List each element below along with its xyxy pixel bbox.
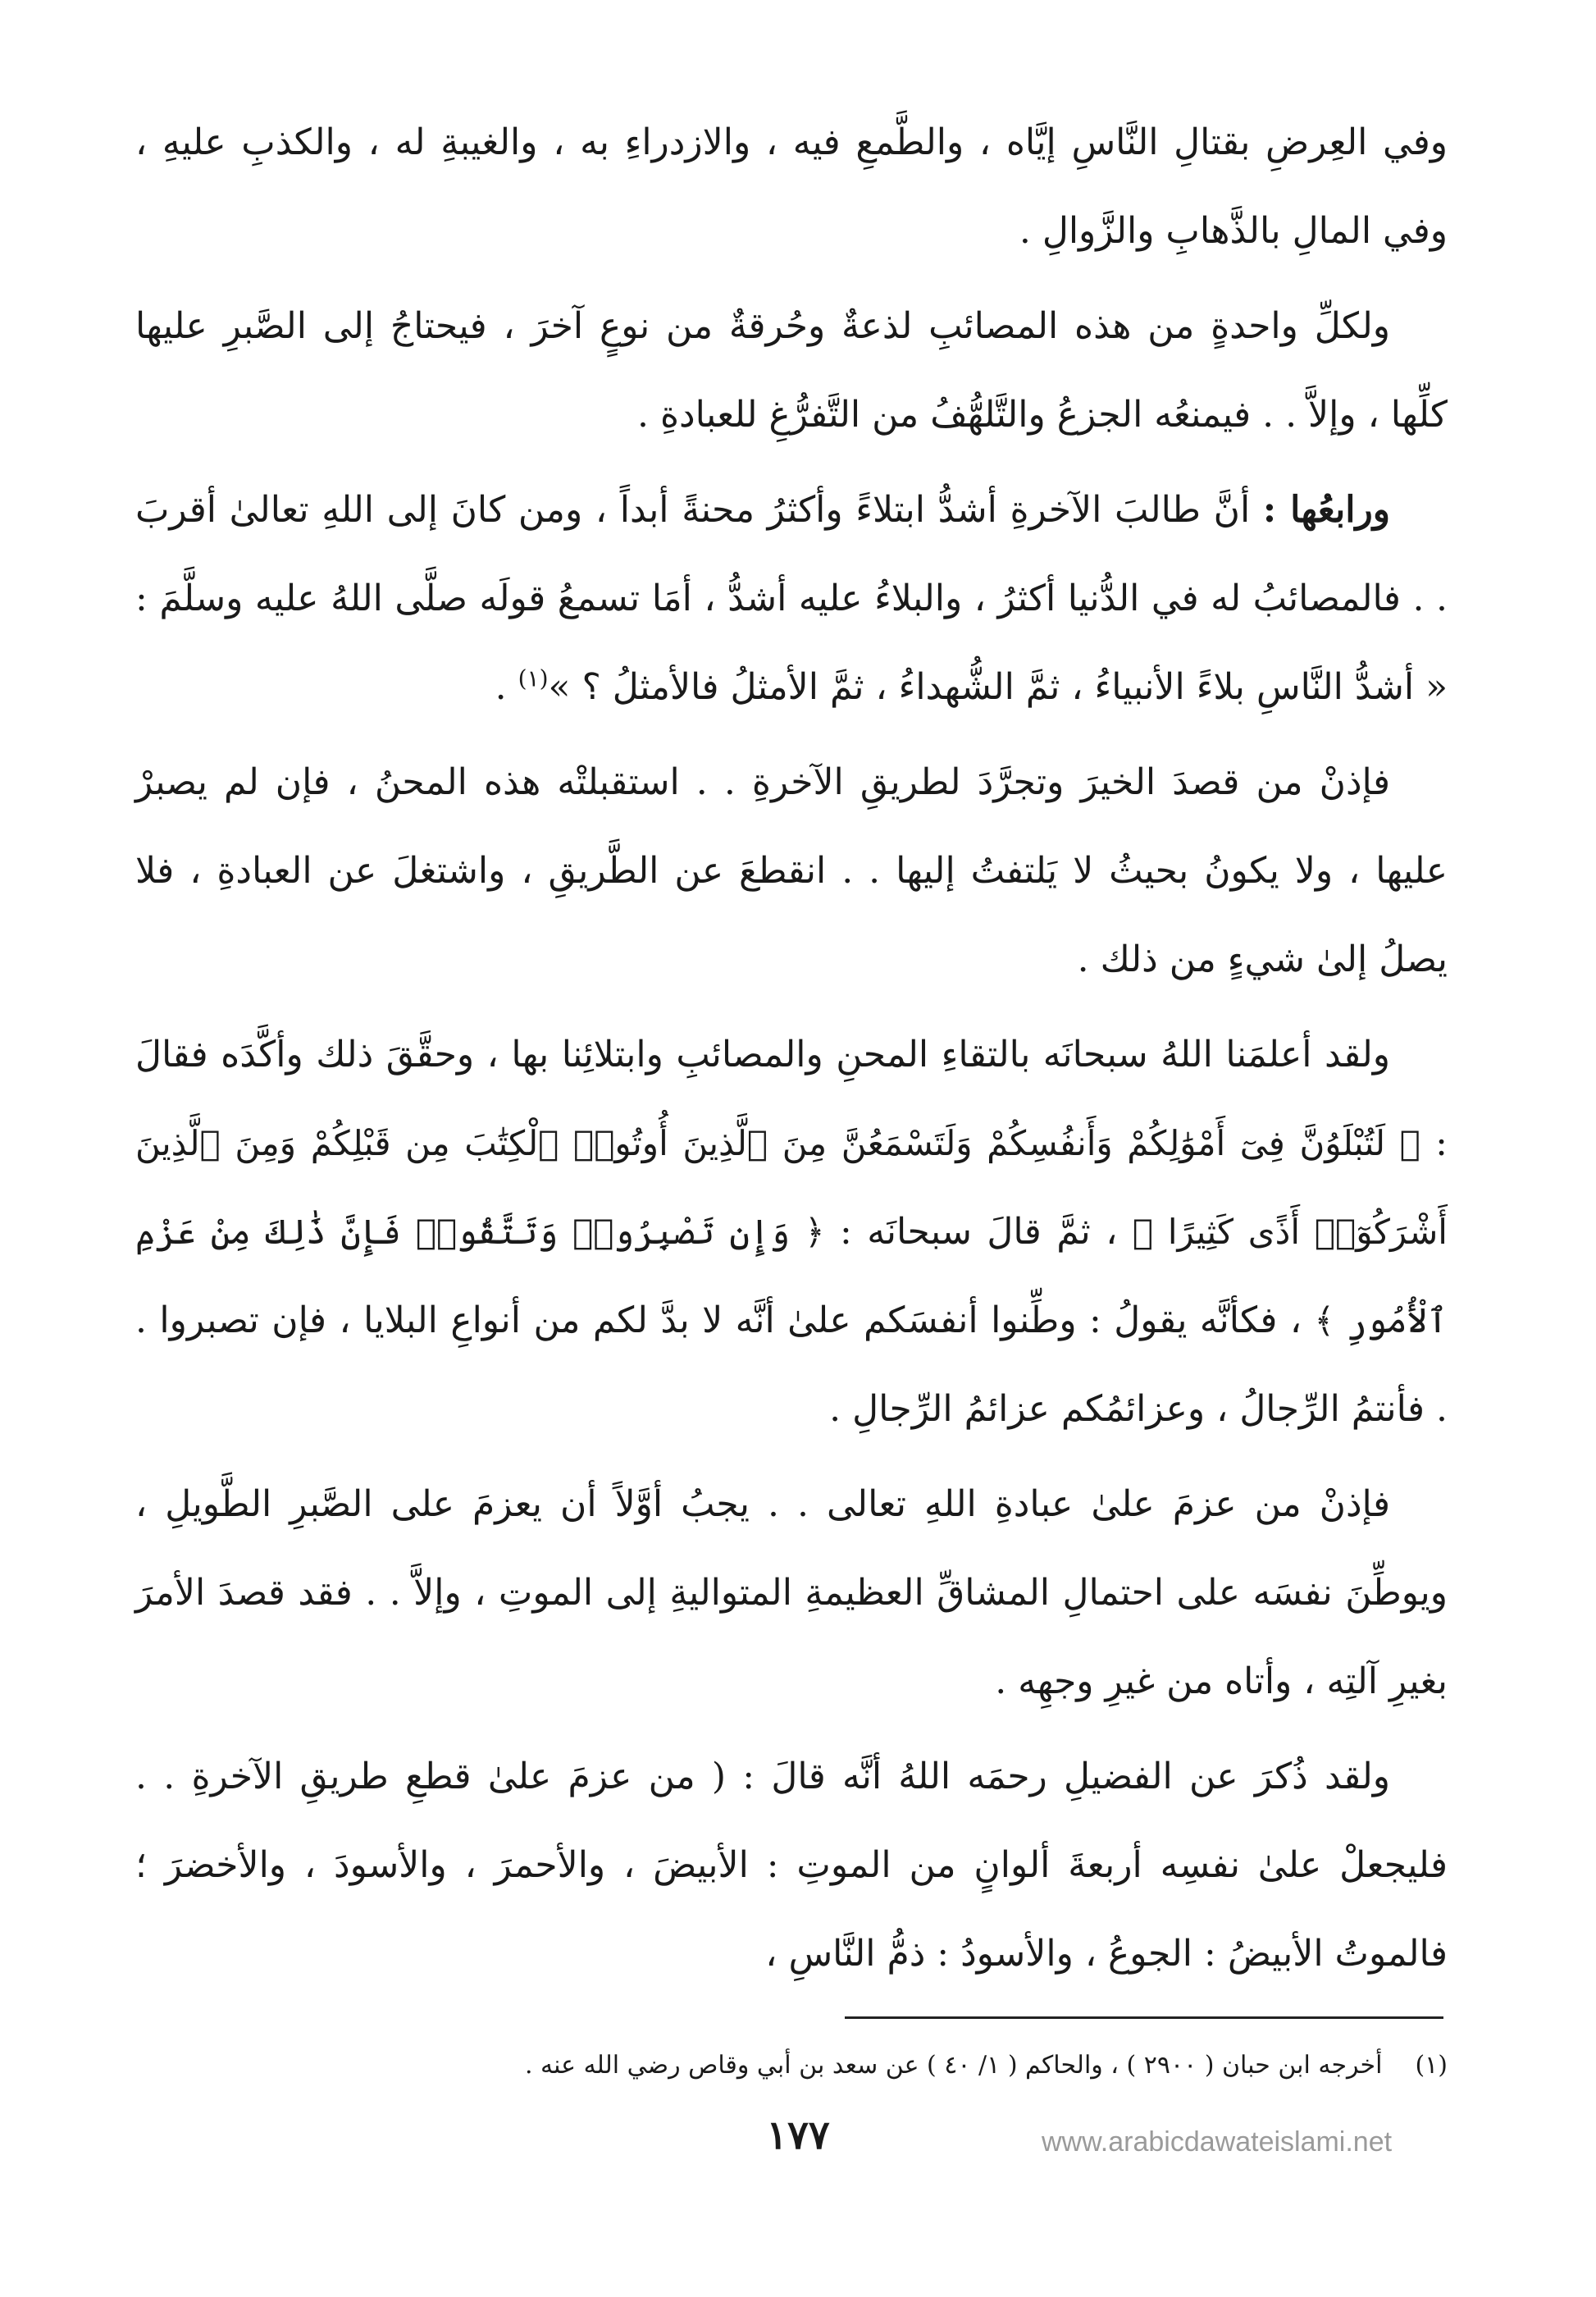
- footnote: [135, 2041, 1448, 2090]
- footnote-text: أخرجه ابن حبان ( ٢٩٠٠ ) ، والحاكم ( ١/ ٤٠ ) عن سعد بن أبي وقاص رضي الله عنه .: [524, 2051, 1383, 2080]
- website-watermark: www.arabicdawateislami.net: [1042, 2126, 1393, 2158]
- paragraph-quran-verses: [135, 1011, 1448, 1454]
- page-number: ١٧٧: [766, 2112, 830, 2158]
- quran-outro: ، فكأنَّه يقولُ : وطِّنوا: [991, 1299, 1302, 1341]
- footnote-mark: (١): [1415, 2051, 1448, 2080]
- quran-verse-one: ﴿ لَتُبْلَوُنَّ فِىٓ أَمْوَٰلِكُمْ وَأَنفُسِكُمْ وَلَتَسْمَعُنَّ مِنَ ٱلَّذِينَ أُوتُوا۟ ٱلْكِتَٰبَ مِن قَبْلِكُمْ وَمِنَ ٱلَّذِينَ أَشْرَكُوٓا۟ أَذًى كَثِيرًا ﴾: [135, 1123, 1448, 1252]
- footnote-divider: [845, 2016, 1443, 2019]
- quran-bridge: ، ثمَّ قالَ سبحانَه :: [839, 1211, 1118, 1253]
- paragraph-fudayl-quote: ولقد ذُكرَ عن الفضيلِ رحمَه اللهُ أنَّه قالَ : ( من عزمَ علىٰ قطعِ طريقِ الآخرةِ . . فليجعلْ علىٰ نفسِه أربعةَ ألوانٍ من الموتِ : الأبيضَ ، والأحمرَ ، والأسودَ ، والأخضرَ ؛ فالموتُ الأبيضُ : الجوعُ ، والأسودُ : ذمُّ النَّاسِ ،: [135, 1756, 1448, 1975]
- paragraph-fourth-reason: ورابعُها : أنَّ طالبَ الآخرةِ أشدُّ ابتلاءً وأكثرُ محنةً أبداً ، ومن كانَ إلى اللهِ تعالىٰ أقربَ . . فالمصائبُ له في الدُّنيا أكثرُ ، والبلاءُ عليه أشدُّ ، أمَا تسمعُ قولَه صلَّى اللهُ عليه وسلَّمَ : « أشدُّ النَّاسِ بلاءً الأنبياءُ ، ثمَّ الشُّهداءُ ، ثمَّ الأمثلُ فالأمثلُ ؟ »$^{(١)}$ .: [135, 489, 1448, 708]
- fourth-reason-text: أنَّ طالبَ الآخرةِ أشدُّ ابتلاءً وأكثرُ محنةً أبداً ، ومن كانَ إلى اللهِ تعالىٰ أقربَ . . فالمصائبُ له في الدُّنيا أكثرُ ، والبلاءُ عليه أشدُّ ، أمَا تسمعُ قولَه صلَّى اللهُ عليه وسلَّمَ : « أشدُّ النَّاسِ بلاءً الأنبياءُ ، ثمَّ الشُّهداءُ ، ثمَّ الأمثلُ فالأمثلُ ؟ »: [135, 489, 1448, 708]
- quran-conclusion: أنفسَكم علىٰ أنَّه لا بدَّ لكم من أنواعِ البلايا ، فإن تصبروا . . فأنتمُ الرِّجالُ ، وعزائمُكم عزائمُ الرِّجالِ .: [135, 1299, 1448, 1430]
- body-text: [135, 98, 1448, 2005]
- paragraph-seeker-trials: فإذنْ من قصدَ الخيرَ وتجرَّدَ لطريقِ الآخرةِ . . استقبلتْه هذه المحنُ ، فإن لم يصبرْ عليها ، ولا يكونُ بحيثُ لا يَلتفتُ إليها . . انقطعَ عن الطَّريقِ ، واشتغلَ عن العبادةِ ، فلا يصلُ إلىٰ شيءٍ من ذلك .: [135, 761, 1448, 980]
- quran-intro: ولقد أعلمَنا اللهُ سبحانَه بالتقاءِ المحنِ والمصائبِ وابتلائِنا بها ، وحقَّقَ ذلك وأكَّدَه فقالَ :: [135, 1034, 1448, 1164]
- quran-verse-two: ﴿ وَإِن تَصْبِرُوا۟ وَتَتَّقُوا۟ فَإِنَّ ذَٰلِكَ مِنْ عَزْمِ ٱلْأُمُورِ ﴾: [135, 1212, 1448, 1340]
- paragraph-resolve: فإذنْ من عزمَ علىٰ عبادةِ اللهِ تعالى . . يجبُ أوَّلاً أن يعزمَ على الصَّبرِ الطَّويلِ ، ويوطِّنَ نفسَه على احتمالِ المشاقِّ العظيمةِ المتواليةِ إلى الموتِ ، وإلاَّ . . فقد قصدَ الأمرَ بغيرِ آلتِه ، وأتاه من غيرِ وجهِه .: [135, 1483, 1448, 1702]
- paragraph-patience: ولكلِّ واحدةٍ من هذه المصائبِ لذعةٌ وحُرقةٌ من نوعٍ آخرَ ، فيحتاجُ إلى الصَّبرِ عليها كلِّها ، وإلاَّ . . فيمنعُه الجزعُ والتَّلهُّفُ من التَّفرُّغِ للعبادةِ .: [135, 305, 1448, 436]
- fourth-reason-lead: ورابعُها :: [1262, 489, 1390, 531]
- footnote-reference[interactable]: (١): [518, 664, 549, 692]
- paragraph-honor-wealth: وفي العِرضِ بقتالِ النَّاسِ إيَّاه ، والطَّمعِ فيه ، والازدراءِ به ، والغيبةِ له ، والكذبِ عليهِ ، وفي المالِ بالذَّهابِ والزَّوالِ .: [135, 121, 1448, 252]
